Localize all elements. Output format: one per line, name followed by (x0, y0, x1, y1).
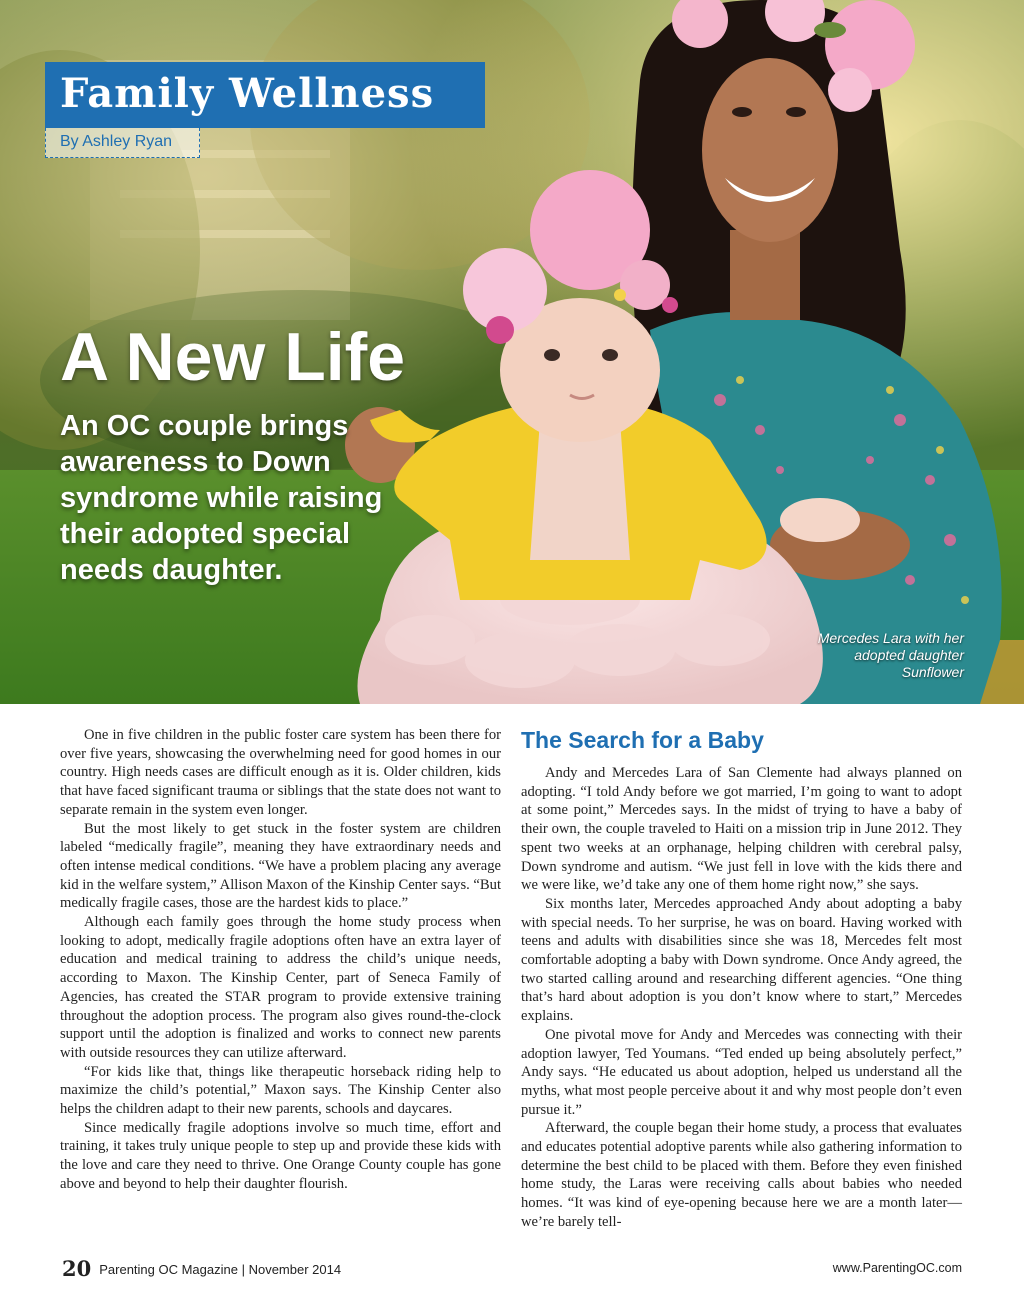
headline: A New Life (60, 319, 406, 395)
paragraph: But the most likely to get stuck in the foster system are children labeled “medically fragile”, meaning they have extraordinary needs and often intense medical conditions. “We have a problem placing any average kid in the welfare system,” Allison Maxon of the Kinship Center says. “But medically fragile cases, those are the hardest kids to place.” (60, 820, 501, 912)
deck-subtitle: An OC couple brings awareness to Down syndrome while raising their adopted special needs daughter. (60, 410, 383, 586)
paragraph: Afterward, the couple began their home study, a process that evaluates and educates potential adoptive parents while also gathering information to determine the best child to be placed with them. Before they even finished home study, the Laras were receiving calls about babies who needed homes. “It was kind of eye-opening because here we are a month later—we’re barely tell- (521, 1120, 962, 1230)
page-number: 20 (62, 1256, 92, 1281)
paragraph: “For kids like that, things like therapeutic horseback riding help to maximize the child’s potential,” Maxon says. The Kinship Center also helps the children adapt to their new parents, schools and daycares. (60, 1063, 501, 1118)
page-footer (62, 1256, 341, 1281)
article-column-left (60, 726, 501, 1194)
paragraph: Since medically fragile adoptions involve so much time, effort and training, it takes truly unique people to step up and provide these kids with the love and care they need to thrive. One Orange County couple has gone above and beyond to help their daughter flourish. (60, 1119, 501, 1192)
paragraph: Although each family goes through the home study process when looking to adopt, medically fragile adoptions often have an extra layer of education and medical training to address the child’s unique needs, according to Maxon. The Kinship Center, part of Seneca Family of Agencies, has created the STAR program to provide extensive training throughout the adoption process. The program also gives round-the-clock support until the adoption is finalized and works to connect new parents with outside resources they can utilize afterward. (60, 914, 501, 1061)
paragraph: One in five children in the public foster care system has been there for over five years, showcasing the overwhelming need for good homes in our country. High needs cases are difficult enough as it is. Older children, kids that have faced significant trauma or siblings that the state does not want to separate remain in the system even longer. (60, 727, 501, 818)
section-subhead: The Search for a Baby (521, 727, 764, 753)
byline: By Ashley Ryan (60, 133, 173, 150)
paragraph: One pivotal move for Andy and Mercedes was connecting with their adoption lawyer, Ted Youmans. “Ted ended up being absolutely perfect,” Andy says. “He educated us about adoption, helped us understand all the myths, what most people perceive about it and why most people don’t even pursue it.” (521, 1026, 962, 1118)
paragraph: Six months later, Mercedes approached Andy about adopting a baby with special needs. To her surprise, he was on board. Having worked with teens and adults with disabilities since she was 18, Mercedes felt most comfortable adopting a baby with Down syndrome. Once Andy agreed, the two started calling around and researching different agencies. “One thing that’s hard about adoption is you don’t know where to start,” Mercedes explains. (521, 895, 962, 1025)
section-title: Family Wellness (60, 70, 435, 117)
photo-caption: Mercedes Lara with her adopted daughter Sunflower (817, 630, 964, 680)
publication-info: Parenting OC Magazine | November 2014 (99, 1262, 342, 1277)
paragraph: Andy and Mercedes Lara of San Clemente had always planned on adopting. “I told Andy before we got married, I’m going to want to adopt at some point,” Mercedes says. In the midst of trying to have a baby of their own, the couple traveled to Haiti on a mission trip in June 2012. They spent two weeks at an orphanage, helping children with cerebral palsy, Down syndrome and autism. “We just fell in love with the kids there and we were like, we’d take any one of them home right now,” she says. (521, 765, 962, 894)
article-column-right (521, 726, 962, 1232)
website-url: www.ParentingOC.com (832, 1261, 962, 1275)
